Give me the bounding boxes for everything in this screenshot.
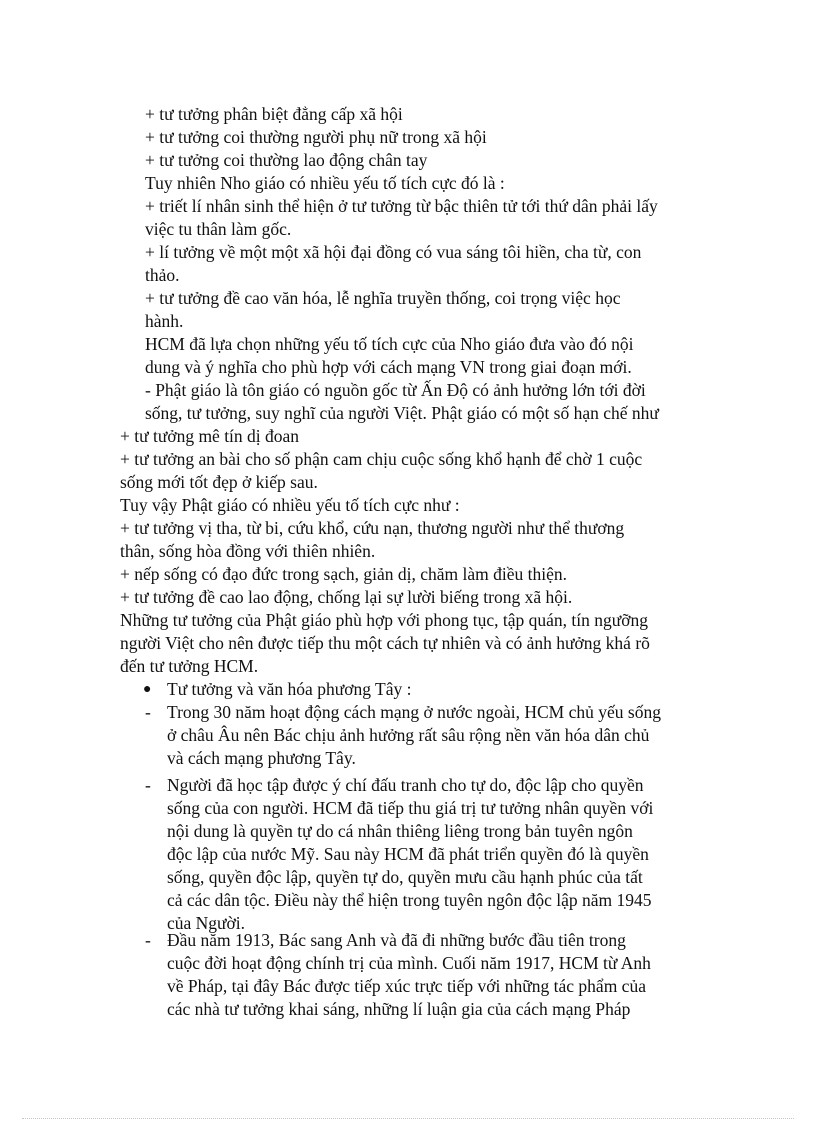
text-line: Người đã học tập được ý chí đấu tranh cho tự do, độc lập cho quyền xyxy=(167,775,644,795)
text-line: về Pháp, tại đây Bác được tiếp xúc trực tiếp với những tác phẩm của xyxy=(167,976,646,996)
text-line: Đầu năm 1913, Bác sang Anh và đã đi những bước đầu tiên trong xyxy=(167,930,626,950)
text-line: của Người. xyxy=(167,913,246,933)
text-line: dung và ý nghĩa cho phù hợp với cách mạng VN trong giai đoạn mới. xyxy=(145,357,632,377)
text-line: + tư tưởng coi thường người phụ nữ trong xã hội xyxy=(145,127,487,147)
text-line: + tư tưởng đề cao lao động, chống lại sự lười biếng trong xã hội. xyxy=(120,587,573,607)
text-line: + tư tưởng mê tín dị đoan xyxy=(120,426,300,446)
text-line: + tư tưởng phân biệt đẳng cấp xã hội xyxy=(145,104,403,124)
text-line: + triết lí nhân sinh thể hiện ở tư tưởng từ bậc thiên tử tới thứ dân phải lấy xyxy=(145,196,658,216)
dash-marker: - xyxy=(145,775,151,795)
text-line: nội dung là quyền tự do cá nhân thiêng liêng trong bản tuyên ngôn xyxy=(167,821,633,841)
text-line: + tư tưởng an bài cho số phận cam chịu cuộc sống khổ hạnh để chờ 1 cuộc xyxy=(120,449,643,469)
page-bottom-divider xyxy=(22,1118,794,1119)
text-line: Tuy vậy Phật giáo có nhiều yếu tố tích cực như : xyxy=(120,495,460,515)
text-line: độc lập của nước Mỹ. Sau này HCM đã phát triển quyền đó là quyền xyxy=(167,844,649,864)
dash-marker: - xyxy=(145,930,151,950)
text-line: Tuy nhiên Nho giáo có nhiều yếu tố tích cực đó là : xyxy=(145,173,505,193)
text-line: + lí tưởng về một một xã hội đại đồng có vua sáng tôi hiền, cha từ, con xyxy=(145,242,642,262)
text-line: đến tư tưởng HCM. xyxy=(120,656,259,676)
text-line: ở châu Âu nên Bác chịu ảnh hưởng rất sâu rộng nền văn hóa dân chủ xyxy=(167,725,650,745)
text-line: sống của con người. HCM đã tiếp thu giá trị tư tưởng nhân quyền với xyxy=(167,798,654,818)
text-line: + tư tưởng đề cao văn hóa, lễ nghĩa truyền thống, coi trọng việc học xyxy=(145,288,621,308)
text-line: thảo. xyxy=(145,265,180,285)
dash-marker: - xyxy=(145,702,151,722)
text-line: việc tu thân làm gốc. xyxy=(145,219,292,239)
text-line: hành. xyxy=(145,311,184,331)
text-line: + tư tưởng vị tha, từ bi, cứu khổ, cứu nạn, thương người như thể thương xyxy=(120,518,625,538)
bullet-heading: Tư tưởng và văn hóa phương Tây : xyxy=(167,679,412,699)
text-line: + tư tưởng coi thường lao động chân tay xyxy=(145,150,428,170)
text-line: sống, quyền độc lập, quyền tự do, quyền mưu cầu hạnh phúc của tất xyxy=(167,867,643,887)
text-line: thân, sống hòa đồng với thiên nhiên. xyxy=(120,541,376,561)
text-line: người Việt cho nên được tiếp thu một cách tự nhiên và có ảnh hưởng khá rõ xyxy=(120,633,650,653)
text-line: sống mới tốt đẹp ở kiếp sau. xyxy=(120,472,318,492)
text-line: các nhà tư tưởng khai sáng, những lí luận gia của cách mạng Pháp xyxy=(167,999,631,1019)
text-line: Trong 30 năm hoạt động cách mạng ở nước ngoài, HCM chủ yếu sống xyxy=(167,702,661,722)
text-line: cuộc đời hoạt động chính trị của mình. Cuối năm 1917, HCM từ Anh xyxy=(167,953,651,973)
text-line: HCM đã lựa chọn những yếu tố tích cực của Nho giáo đưa vào đó nội xyxy=(145,334,634,354)
text-line: cả các dân tộc. Điều này thể hiện trong tuyên ngôn độc lập năm 1945 xyxy=(167,890,652,910)
text-line: sống, tư tưởng, suy nghĩ của người Việt. Phật giáo có một số hạn chế như xyxy=(145,403,659,423)
text-line: - Phật giáo là tôn giáo có nguồn gốc từ Ấn Độ có ảnh hưởng lớn tới đời xyxy=(145,380,646,400)
text-line: và cách mạng phương Tây. xyxy=(167,748,356,768)
bullet-dot-icon: ● xyxy=(143,682,152,697)
text-line: + nếp sống có đạo đức trong sạch, giản dị, chăm làm điều thiện. xyxy=(120,564,568,584)
text-line: Những tư tưởng của Phật giáo phù hợp với phong tục, tập quán, tín ngưỡng xyxy=(120,610,648,630)
